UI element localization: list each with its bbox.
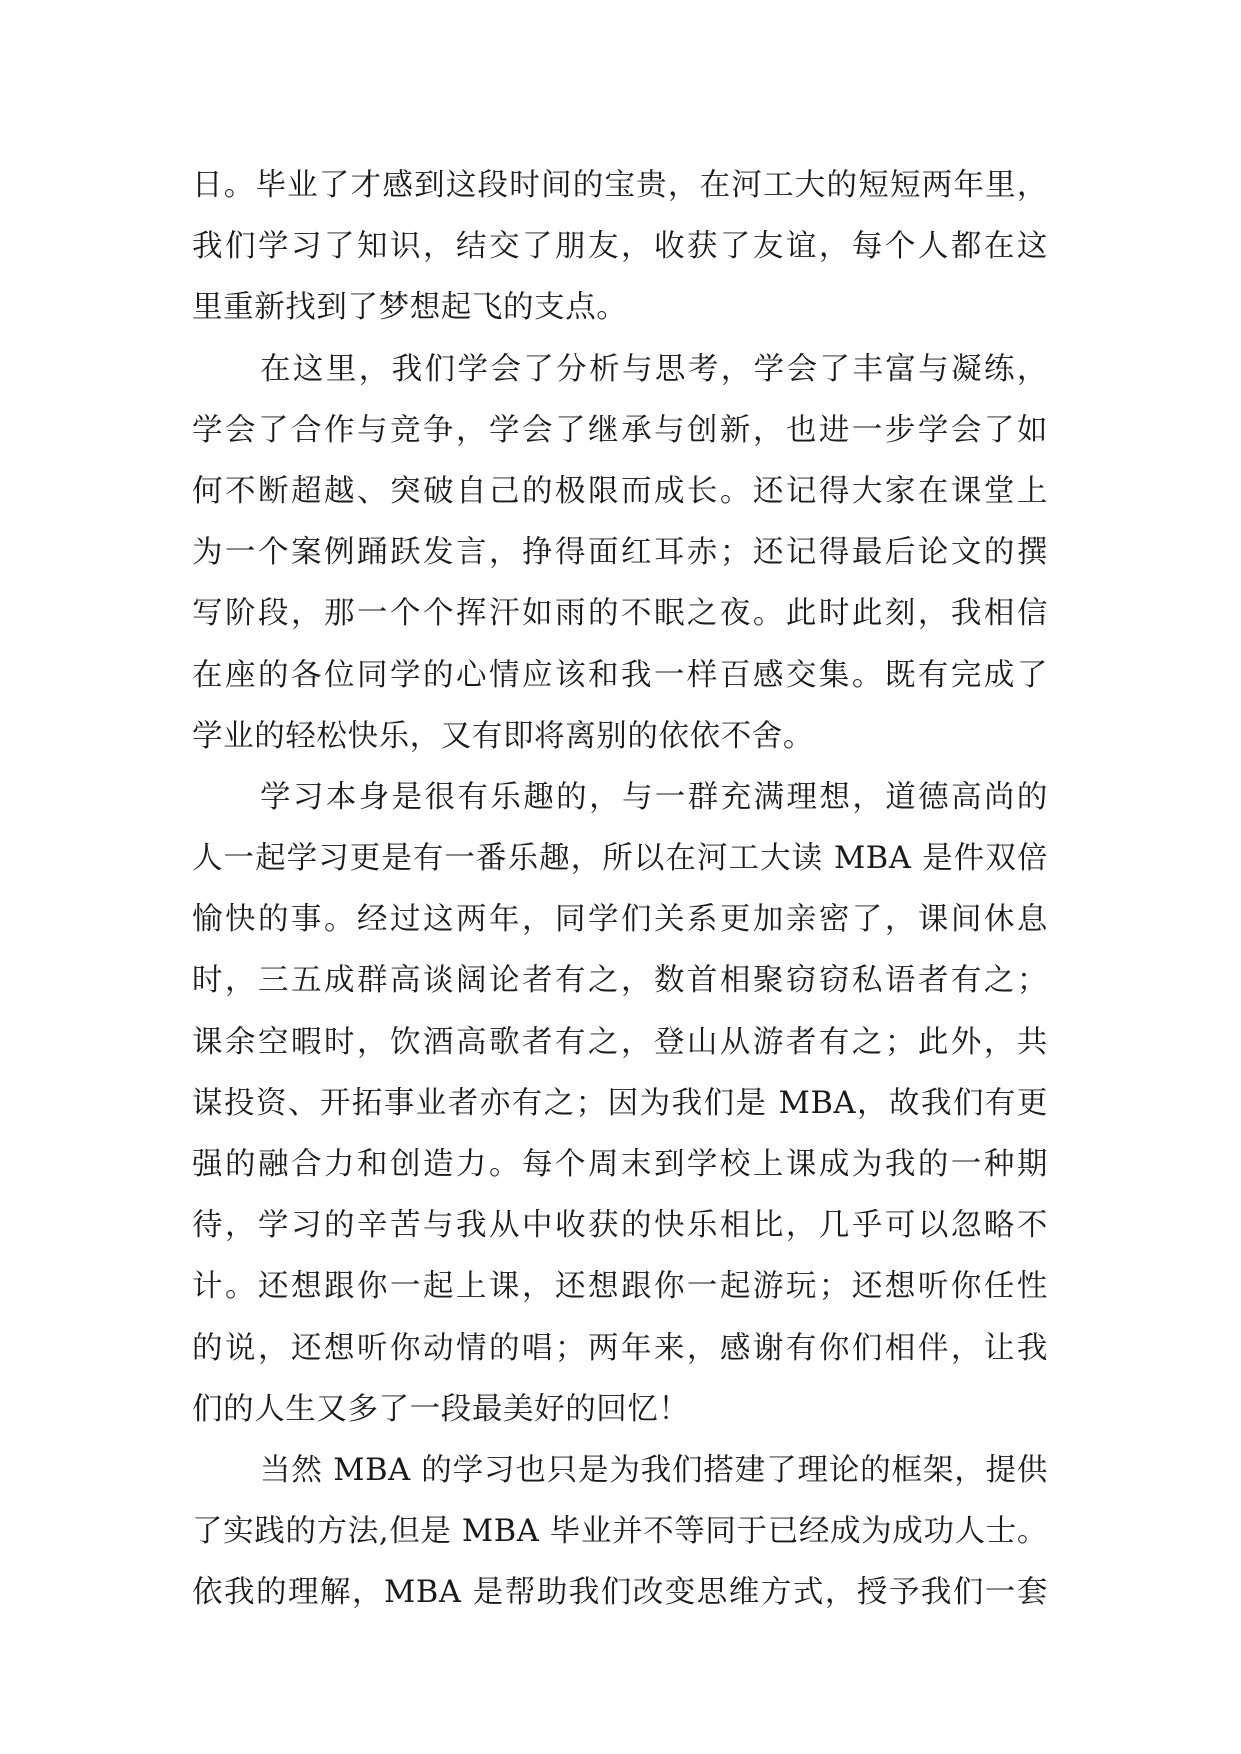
text-line: 何不断超越、突破自己的极限而成长。还记得大家在课堂上 xyxy=(192,473,1048,509)
text-line: 日。毕业了才感到这段时间的宝贵，在河工大的短短两年里， xyxy=(192,168,1048,203)
text-line: 人一起学习更是有一番乐趣，所以在河工大读 MBA 是件双倍 xyxy=(192,841,1048,877)
text-line: 愉快的事。经过这两年，同学们关系更加亲密了，课间休息 xyxy=(192,902,1048,938)
text-line: 待，学习的辛苦与我从中收获的快乐相比，几乎可以忽略不 xyxy=(192,1208,1048,1244)
text-line: 我们学习了知识，结交了朋友，收获了友谊，每个人都在这 xyxy=(192,229,1048,265)
text-line: 课余空暇时，饮酒高歌者有之，登山从游者有之；此外，共 xyxy=(192,1024,1048,1060)
text-line: 在座的各位同学的心情应该和我一样百感交集。既有完成了 xyxy=(192,657,1048,693)
text-line: 学业的轻松快乐，又有即将离别的依依不舍。 xyxy=(192,718,814,754)
text-line: 时，三五成群高谈阔论者有之，数首相聚窃窃私语者有之； xyxy=(192,963,1048,999)
text-line: 了实践的方法,但是 MBA 毕业并不等同于已经成为成功人士。 xyxy=(192,1514,1048,1550)
text-line: 依我的理解，MBA 是帮助我们改变思维方式，授予我们一套 xyxy=(192,1575,1048,1611)
text-line: 谋投资、开拓事业者亦有之；因为我们是 MBA，故我们有更 xyxy=(192,1085,1048,1121)
body-text xyxy=(192,155,1048,1624)
text-line: 当然 MBA 的学习也只是为我们搭建了理论的框架，提供 xyxy=(260,1452,1048,1488)
text-line: 们的人生又多了一段最美好的回忆！ xyxy=(192,1391,690,1427)
text-line: 里重新找到了梦想起飞的支点。 xyxy=(192,290,628,326)
text-line: 学会了合作与竞争，学会了继承与创新，也进一步学会了如 xyxy=(192,412,1048,448)
text-line: 计。还想跟你一起上课，还想跟你一起游玩；还想听你任性 xyxy=(192,1269,1048,1305)
text-line: 为一个案例踊跃发言，挣得面红耳赤；还记得最后论文的撰 xyxy=(192,535,1048,571)
text-line: 的说，还想听你动情的唱；两年来，感谢有你们相伴，让我 xyxy=(192,1330,1048,1366)
text-line: 学习本身是很有乐趣的，与一群充满理想，道德高尚的 xyxy=(260,779,1048,815)
text-line: 写阶段，那一个个挥汗如雨的不眠之夜。此时此刻，我相信 xyxy=(192,596,1048,632)
text-line: 在这里，我们学会了分析与思考，学会了丰富与凝练， xyxy=(260,351,1048,387)
text-line: 强的融合力和创造力。每个周末到学校上课成为我的一种期 xyxy=(192,1147,1048,1182)
